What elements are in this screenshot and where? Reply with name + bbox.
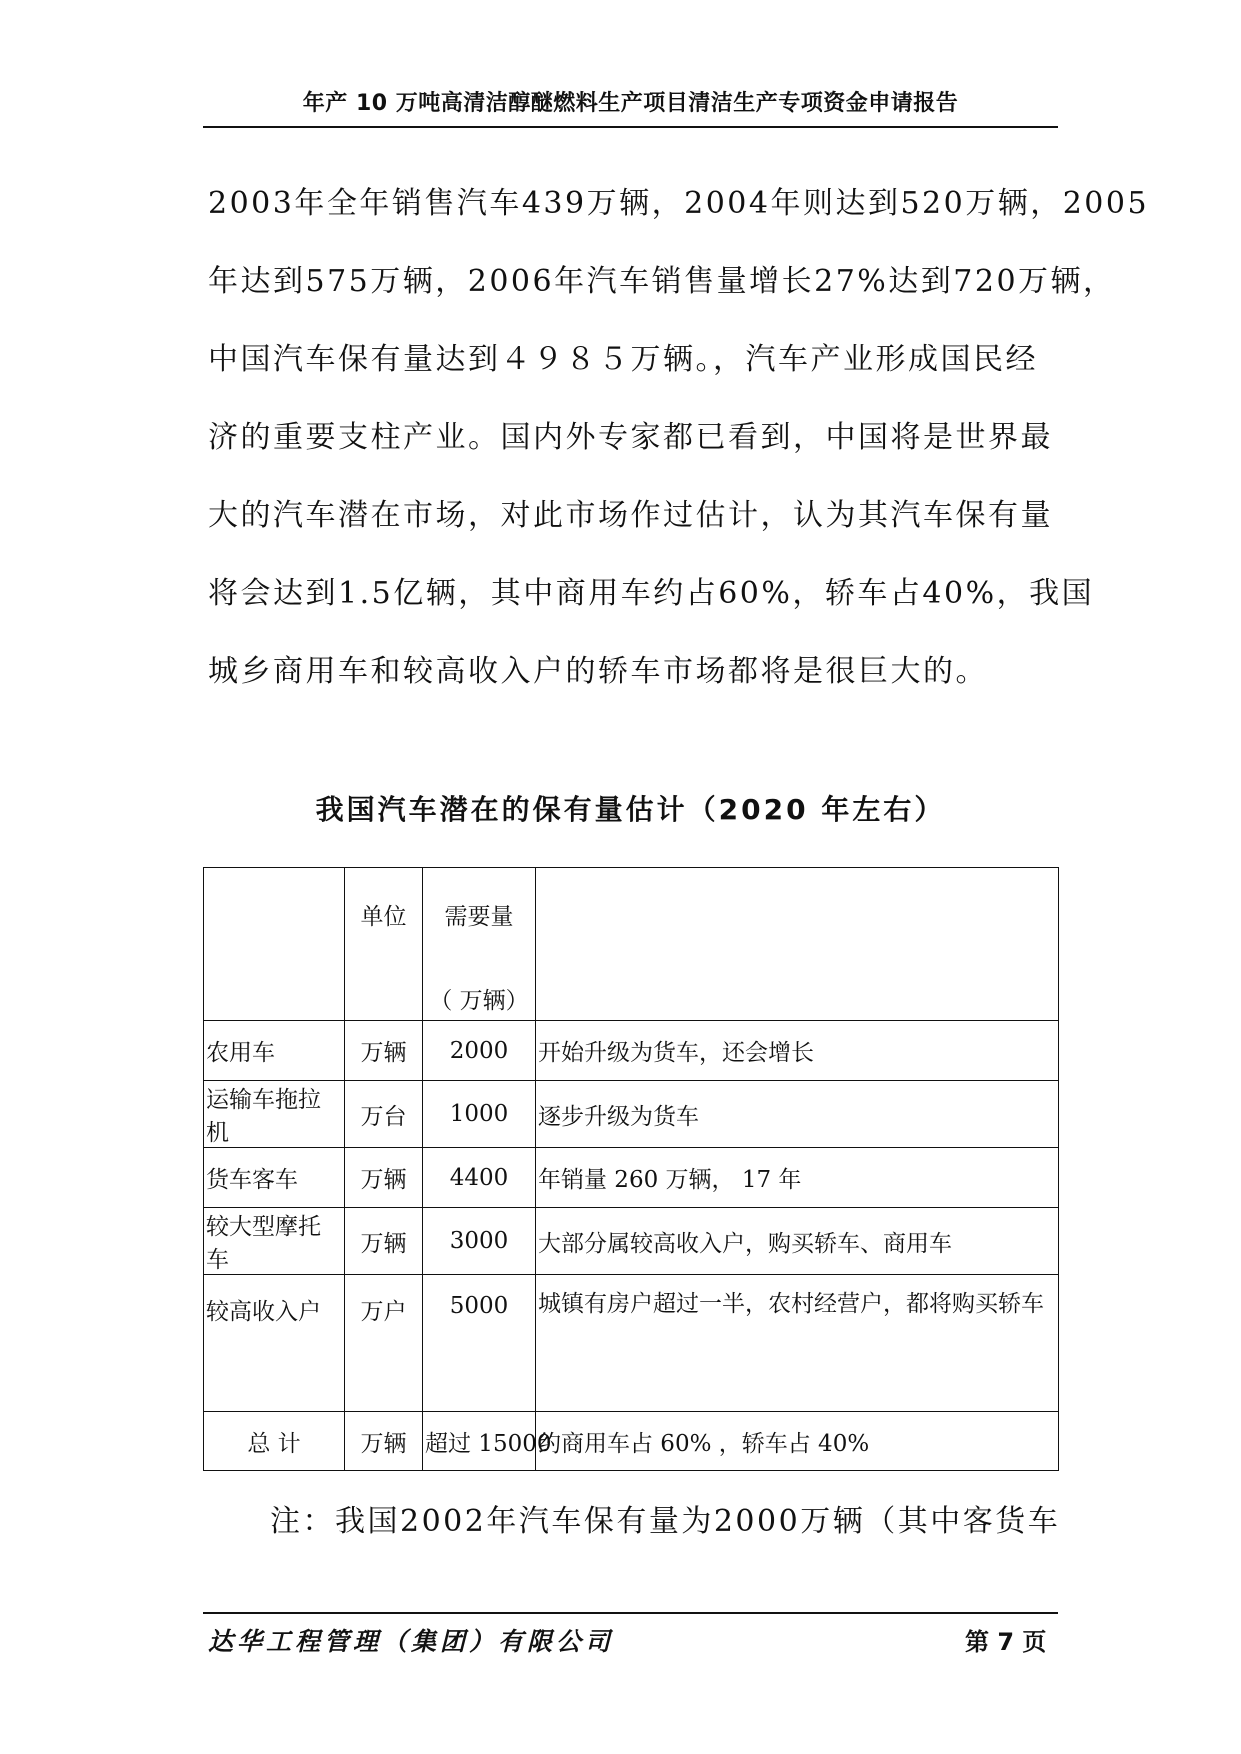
header-unit: 单位 <box>360 904 407 930</box>
table-row <box>204 1081 1059 1148</box>
row-category: 运输车拖拉机 <box>204 1081 345 1148</box>
table-total-row <box>204 1412 1059 1471</box>
row-category: 较大型摩托车 <box>204 1208 345 1275</box>
body-line: 城乡商用车和较高收入户的轿车市场都将是很巨大的。 <box>208 654 988 689</box>
header-quantity-cell <box>423 868 536 1021</box>
row-unit: 万辆 <box>345 1148 423 1208</box>
row-remark: 开始升级为货车，还会增长 <box>536 1021 1059 1081</box>
header-rule <box>203 126 1058 128</box>
table-note: 注：我国2002年汽车保有量为2000万辆（其中客货车 <box>270 1504 1061 1539</box>
row-remark: 逐步升级为货车 <box>536 1081 1059 1148</box>
row-remark: 大部分属较高收入户，购买轿车、商用车 <box>536 1208 1059 1275</box>
row-unit: 万辆 <box>345 1021 423 1081</box>
page-header-title: 年产 10 万吨高清洁醇醚燃料生产项目清洁生产专项资金申请报告 <box>302 91 959 116</box>
body-line: 2003年全年销售汽车439万辆，2004年则达到520万辆，2005 <box>208 186 1150 221</box>
body-line: 大的汽车潜在市场，对此市场作过估计，认为其汽车保有量 <box>208 498 1053 533</box>
row-unit: 万户 <box>345 1275 423 1412</box>
row-quantity: 2000 <box>423 1021 536 1081</box>
row-quantity: 5000 <box>423 1275 536 1412</box>
row-category: 较高收入户 <box>204 1275 345 1412</box>
total-label: 总 计 <box>204 1412 345 1471</box>
footer-page-number: 第 7 页 <box>965 1628 1047 1656</box>
row-remark: 城镇有房户超过一半，农村经营户，都将购买轿车 <box>536 1275 1059 1412</box>
footer-company: 达华工程管理（集团）有限公司 <box>208 1627 615 1656</box>
body-line: 将会达到1.5亿辆，其中商用车约占60%，轿车占40%，我国 <box>208 576 1095 611</box>
row-quantity: 1000 <box>423 1081 536 1148</box>
row-quantity: 3000 <box>423 1208 536 1275</box>
row-unit: 万辆 <box>345 1208 423 1275</box>
body-line: 济的重要支柱产业。国内外专家都已看到，中国将是世界最 <box>208 420 1053 455</box>
header-quantity-unit: （ 万辆） <box>429 988 529 1014</box>
estimate-table <box>203 867 1059 1471</box>
body-paragraph <box>208 176 1150 722</box>
total-unit: 万辆 <box>345 1412 423 1471</box>
row-quantity: 4400 <box>423 1148 536 1208</box>
table-title: 我国汽车潜在的保有量估计（2020 年左右） <box>315 793 946 826</box>
table-row <box>204 1021 1059 1081</box>
header-quantity-label: 需要量 <box>444 904 514 930</box>
row-category: 货车客车 <box>204 1148 345 1208</box>
table-row <box>204 1148 1059 1208</box>
table-header-row <box>204 868 1059 1021</box>
body-line: 中国汽车保有量达到４９８５万辆。，汽车产业形成国民经 <box>208 342 1038 377</box>
table-row <box>204 1275 1059 1412</box>
row-category: 农用车 <box>204 1021 345 1081</box>
total-quantity: 超过 15000 <box>423 1412 536 1471</box>
total-remark: 约商用车占 60% ，轿车占 40% <box>536 1412 1059 1471</box>
header-category-cell <box>204 868 345 1021</box>
footer-rule <box>203 1612 1058 1614</box>
row-remark: 年销量 260 万辆， 17 年 <box>536 1148 1059 1208</box>
row-unit: 万台 <box>345 1081 423 1148</box>
table-row <box>204 1208 1059 1275</box>
body-line: 年达到575万辆，2006年汽车销售量增长27%达到720万辆， <box>208 264 1116 299</box>
header-remark-cell <box>536 868 1059 1021</box>
header-unit-cell <box>345 868 423 1021</box>
